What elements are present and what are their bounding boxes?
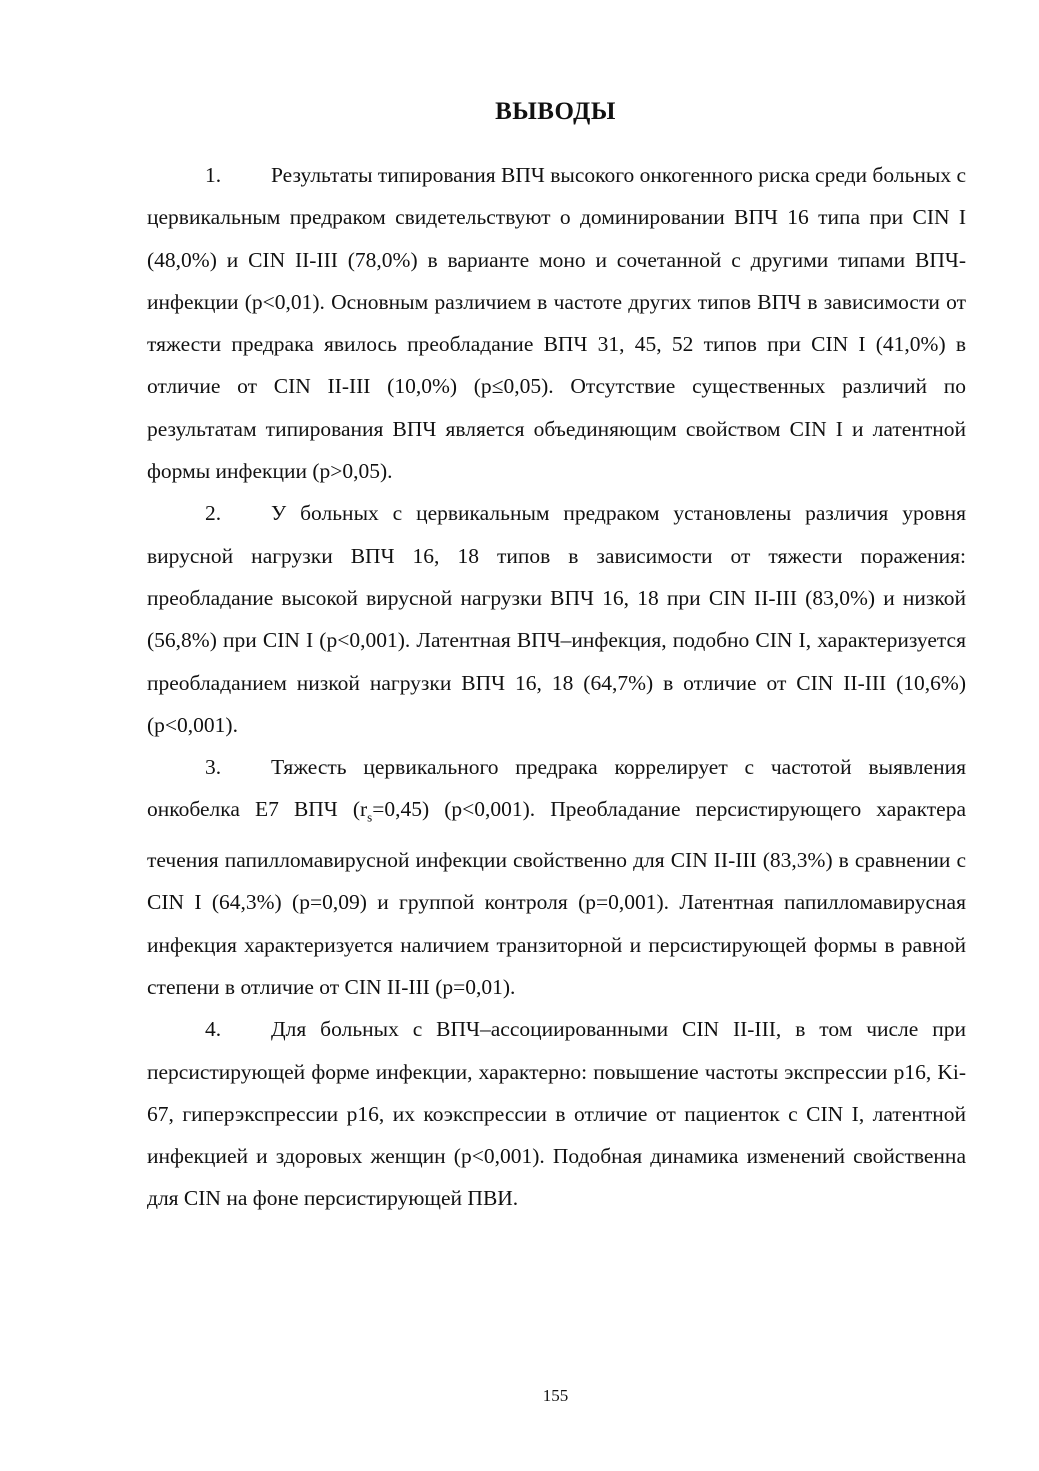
- item-number: 1.: [205, 163, 222, 187]
- item-text: Для больных с ВПЧ–ассоциированными CIN II-III, в том числе при персистирующей форме инфекции, характерно: повышение частоты экспрессии p16, Ki-67, гиперэкспрессии p16, их коэкспрессии в отличие от пациенток с CIN I, латентной инфекцией и здоровых женщин (p<0,001). Подобная динамика изменений свойственна для CIN на фоне персистирующей ПВИ.: [147, 1017, 966, 1211]
- conclusion-item-2: [147, 492, 966, 746]
- conclusion-item-4: [147, 1008, 966, 1219]
- item-number: 3.: [205, 755, 222, 780]
- item-text-before-subscript: Тяжесть цервикального предрака коррелирует с частотой выявления онкобелка Е7 ВПЧ (r: [147, 755, 966, 822]
- conclusion-item-1: [147, 154, 966, 492]
- correlation-subscript: s: [367, 809, 373, 825]
- page-number: 155: [542, 1386, 569, 1405]
- item-number: 2.: [205, 501, 222, 526]
- item-text-after-subscript: =0,45) (p<0,001). Преобладание персистирующего характера течения папилломавирусной инфекции свойственно для CIN II-III (83,3%) в сравнении с CIN I (64,3%) (p=0,09) и группой контроля (p=0,001). Латентная папилломавирусная инфекция характеризуется наличием транзиторной и персистирующей формы в равной степени в отличие от CIN II-III (p=0,01).: [147, 797, 966, 999]
- item-text: У больных с цервикальным предраком установлены различия уровня вирусной нагрузки ВПЧ 16, 18 типов в зависимости от тяжести поражения: преобладание высокой вирусной нагрузки ВПЧ 16, 18 при CIN II-III (83,0%) и низкой (56,8%) при CIN I (p<0,001). Латентная ВПЧ–инфекция, подобно CIN I, характеризуется преобладанием низкой нагрузки ВПЧ 16, 18 (64,7%) в отличие от CIN II-III (10,6%) (p<0,001).: [147, 501, 966, 737]
- item-text: Результаты типирования ВПЧ высокого онкогенного риска среди больных с цервикальным предраком свидетельствуют о доминировании ВПЧ 16 типа при CIN I (48,0%) и CIN II-III (78,0%) в варианте моно и сочетанной с другими типами ВПЧ-инфекции (p<0,01). Основным различием в частоте других типов ВПЧ в зависимости от тяжести предрака явилось преобладание ВПЧ 31, 45, 52 типов при CIN I (41,0%) в отличие от CIN II-III (10,0%) (p≤0,05). Отсутствие существенных различий по результатам типирования ВПЧ является объединяющим свойством CIN I и латентной формы инфекции (p>0,05).: [147, 163, 966, 484]
- conclusion-item-3: [147, 746, 966, 1008]
- conclusions-list: [147, 154, 966, 1220]
- page-title: ВЫВОДЫ: [495, 98, 616, 125]
- item-number: 4.: [205, 1017, 222, 1042]
